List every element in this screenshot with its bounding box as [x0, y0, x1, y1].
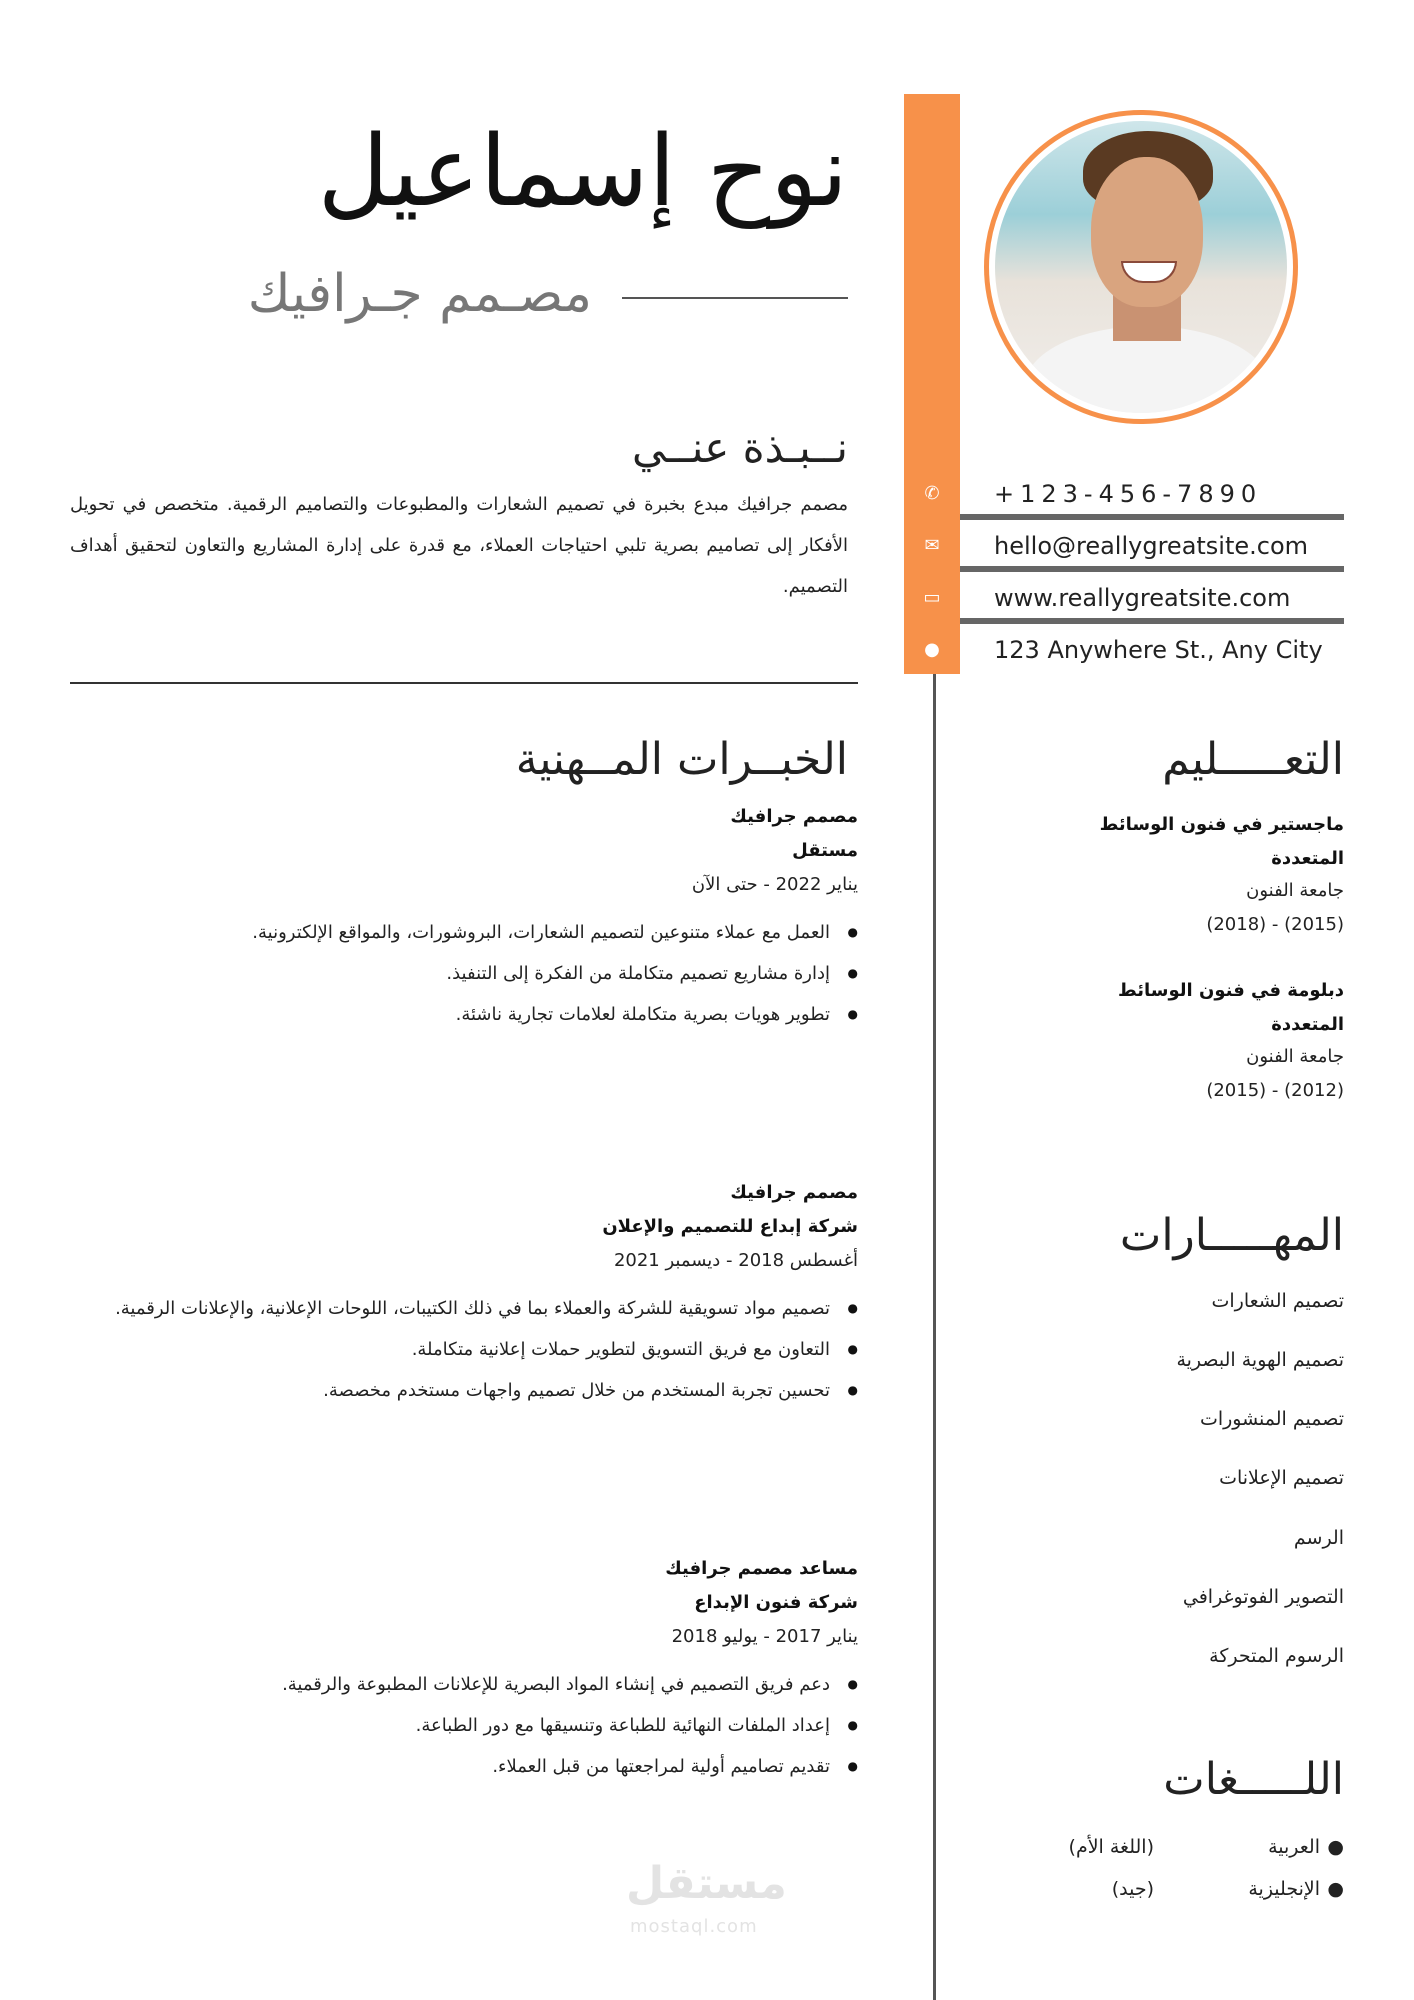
list-item: ● العمل مع عملاء متنوعين لتصميم الشعارات، البروشورات، والمواقع الإلكترونية.	[70, 912, 858, 953]
job-company: شركة فنون الإبداع	[694, 1592, 858, 1613]
job-entry	[70, 1552, 858, 1787]
job-title: مساعد مصمم جرافيك	[665, 1558, 858, 1579]
title-underline	[622, 297, 848, 299]
education-years: (2012) - (2015)	[1206, 1080, 1344, 1101]
language-level: (جيد)	[1111, 1878, 1154, 1900]
list-item: ● تحسين تجربة المستخدم من خلال تصميم واجهات مستخدم مخصصة.	[70, 1370, 858, 1411]
contact-phone[interactable]: +123-456-7890	[994, 480, 1263, 508]
laptop-icon: ▭	[904, 578, 960, 618]
experience-heading: الخبــرات المــهنية	[515, 734, 848, 785]
languages-heading: اللـــــغات	[1163, 1754, 1344, 1805]
job-period: يناير 2022 - حتى الآن	[691, 874, 858, 895]
education-degree: ماجستير في فنون الوسائط المتعددة	[1099, 814, 1344, 869]
job-title: مصـمم جـرافيك	[247, 264, 592, 324]
email-icon: ✉	[904, 526, 960, 566]
watermark-url: mostaql.com	[630, 1916, 758, 1937]
education-school: جامعة الفنون	[1246, 1046, 1344, 1067]
skill-item: تصميم الهوية البصرية	[1176, 1349, 1344, 1371]
skill-item: تصميم الإعلانات	[1219, 1467, 1344, 1489]
job-bullets	[70, 1288, 858, 1411]
list-item: ● تصميم مواد تسويقية للشركة والعملاء بما في ذلك الكتيبات، اللوحات الإعلانية، والإعلانات الرقمية.	[70, 1288, 858, 1329]
about-divider	[70, 682, 858, 684]
skill-item: الرسوم المتحركة	[1209, 1645, 1344, 1667]
skill-item: تصميم المنشورات	[1199, 1408, 1344, 1430]
contact-phone-row	[904, 474, 1344, 514]
skill-item: الرسم	[1293, 1527, 1344, 1549]
language-name: الإنجليزية	[1248, 1878, 1320, 1900]
contact-address: 123 Anywhere St., Any City	[994, 636, 1323, 664]
job-bullets	[70, 1664, 858, 1787]
list-item: ● تقديم تصاميم أولية لمراجعتها من قبل العملاء.	[70, 1746, 858, 1787]
language-item: ● العربية (اللغة الأم)	[1020, 1830, 1320, 1864]
contact-separator	[960, 566, 1344, 572]
job-company: شركة إبداع للتصميم والإعلان	[602, 1216, 858, 1237]
language-item: ● الإنجليزية (جيد)	[1020, 1872, 1320, 1906]
contact-website-row	[904, 578, 1344, 618]
list-item: ● إدارة مشاريع تصميم متكاملة من الفكرة إلى التنفيذ.	[70, 953, 858, 994]
job-period: يناير 2017 - يوليو 2018	[671, 1626, 858, 1647]
job-company: مستقل	[792, 840, 858, 861]
list-item: ● إعداد الملفات النهائية للطباعة وتنسيقها مع دور الطباعة.	[70, 1705, 858, 1746]
list-item: ● التعاون مع فريق التسويق لتطوير حملات إعلانية متكاملة.	[70, 1329, 858, 1370]
contact-address-row	[904, 630, 1344, 670]
person-name: نوح إسماعيل	[317, 115, 848, 229]
contact-website[interactable]: www.reallygreatsite.com	[994, 584, 1291, 612]
location-pin-icon: ●	[904, 630, 960, 670]
list-item: ● تطوير هويات بصرية متكاملة لعلامات تجارية ناشئة.	[70, 994, 858, 1035]
contact-separator	[960, 514, 1344, 520]
contact-email-row	[904, 526, 1344, 566]
contact-email[interactable]: hello@reallygreatsite.com	[994, 532, 1309, 560]
contact-separator	[960, 618, 1344, 624]
list-item: ● دعم فريق التصميم في إنشاء المواد البصرية للإعلانات المطبوعة والرقمية.	[70, 1664, 858, 1705]
about-text: مصمم جرافيك مبدع بخبرة في تصميم الشعارات والمطبوعات والتصاميم الرقمية. متخصص في تحويل الأفكار إلى تصاميم بصرية تلبي احتياجات العملاء، مع قدرة على إدارة المشاريع والتعاون لتحقيق أهداف التصميم.	[70, 494, 848, 597]
skill-item: التصوير الفوتوغرافي	[1182, 1586, 1344, 1608]
job-bullets	[70, 912, 858, 1035]
education-years: (2015) - (2018)	[1206, 914, 1344, 935]
photo-image	[995, 121, 1287, 413]
phone-icon: ✆	[904, 474, 960, 514]
profile-photo	[984, 110, 1298, 424]
job-title: مصمم جرافيك	[730, 806, 858, 827]
education-degree: دبلومة في فنون الوسائط المتعددة	[1118, 980, 1344, 1035]
education-heading: التعـــــليم	[1162, 734, 1344, 785]
skills-heading: المهـــــارات	[1119, 1210, 1344, 1261]
skill-item: تصميم الشعارات	[1211, 1290, 1344, 1312]
job-period: أغسطس 2018 - ديسمبر 2021	[613, 1250, 858, 1271]
watermark-logo: مستقل	[626, 1858, 787, 1909]
about-heading: نــبـذة عنــي	[631, 423, 848, 472]
vertical-divider	[933, 674, 936, 2000]
job-entry	[70, 1176, 858, 1411]
language-name: العربية	[1268, 1836, 1320, 1858]
job-title: مصمم جرافيك	[730, 1182, 858, 1203]
language-level: (اللغة الأم)	[1068, 1836, 1154, 1858]
job-entry	[70, 800, 858, 1035]
education-school: جامعة الفنون	[1246, 880, 1344, 901]
